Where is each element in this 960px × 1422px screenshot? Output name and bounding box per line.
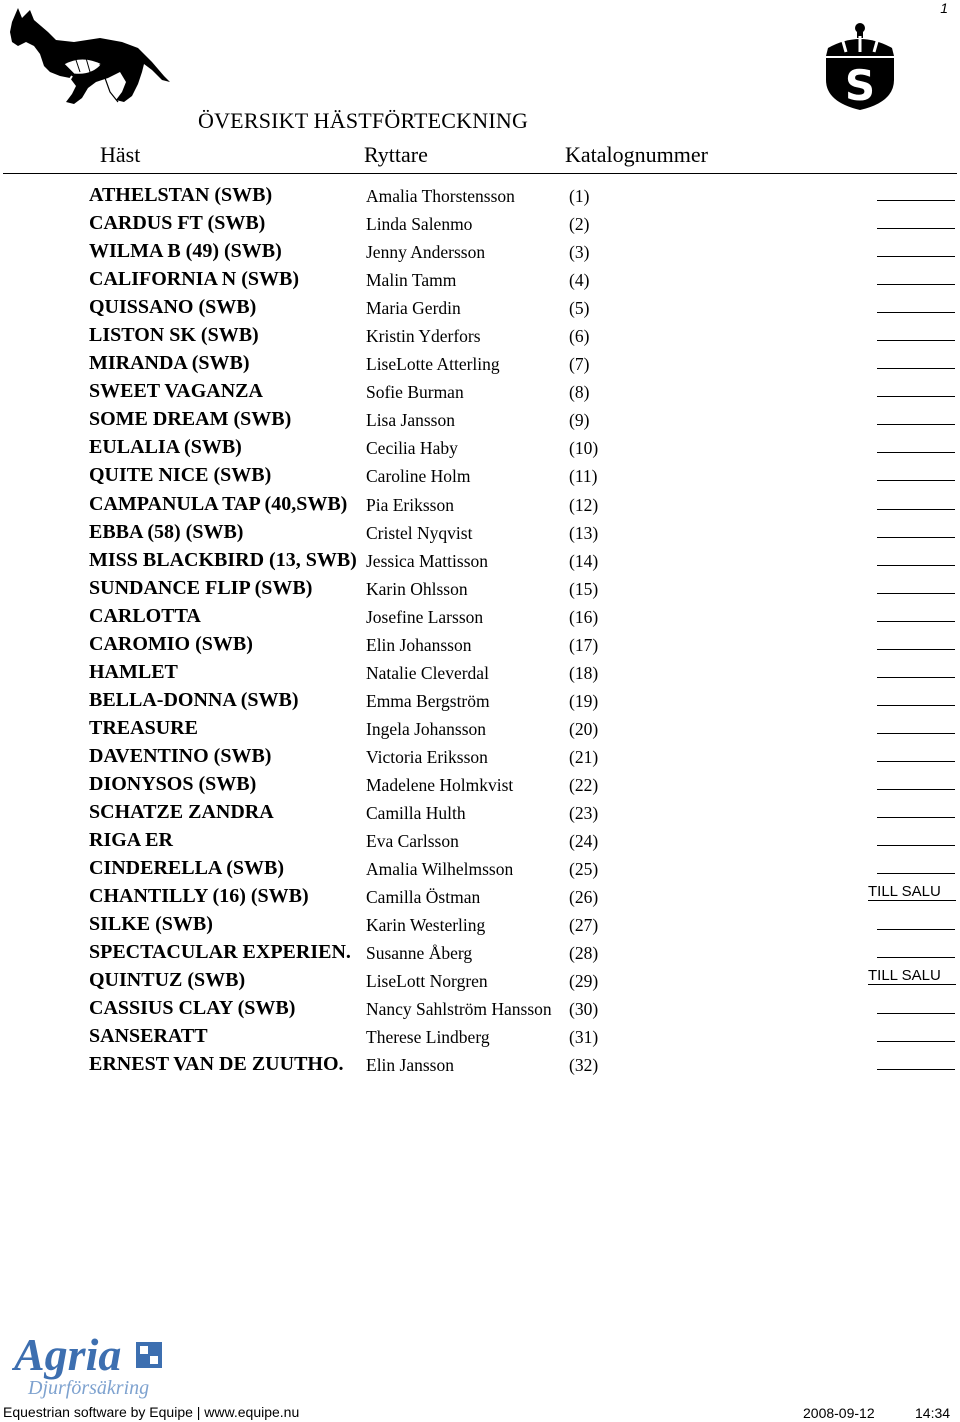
table-row: [0, 997, 960, 1025]
blank-line: [877, 1069, 955, 1070]
blank-line: [877, 340, 955, 341]
rider-name: Pia Eriksson: [366, 494, 454, 515]
catalog-number: (30): [569, 999, 599, 1020]
catalog-number: (13): [569, 522, 599, 543]
blank-line: [877, 789, 955, 790]
column-header-rider: Ryttare: [364, 142, 428, 167]
table-row: [0, 717, 960, 745]
rider-name: Maria Gerdin: [366, 298, 461, 319]
table-row: [0, 1053, 960, 1081]
catalog-number: (12): [569, 494, 599, 515]
catalog-number: (5): [569, 298, 590, 319]
rider-name: Elin Johansson: [366, 634, 472, 655]
horse-name: QUISSANO (SWB): [89, 296, 257, 319]
header-divider: [3, 173, 957, 174]
blank-line: [877, 649, 955, 650]
horse-name: SPECTACULAR EXPERIEN.: [89, 941, 351, 964]
blank-line: [877, 677, 955, 678]
table-row: [0, 745, 960, 773]
table-row: [0, 380, 960, 408]
catalog-number: (4): [569, 270, 590, 291]
rider-name: Cristel Nyqvist: [366, 522, 473, 543]
rider-name: Camilla Hulth: [366, 803, 466, 824]
blank-line: [877, 284, 955, 285]
column-header-horse: Häst: [100, 142, 141, 167]
table-row: [0, 1025, 960, 1053]
rider-name: Nancy Sahlström Hansson: [366, 999, 552, 1020]
blank-line: [877, 396, 955, 397]
column-header-catalog: Katalognummer: [565, 142, 708, 167]
blank-line: [877, 705, 955, 706]
horse-name: CALIFORNIA N (SWB): [89, 268, 300, 291]
horse-name: CAMPANULA TAP (40,SWB): [89, 492, 348, 515]
blank-line: [877, 200, 955, 201]
rider-name: LiseLotte Atterling: [366, 354, 500, 375]
catalog-number: (31): [569, 1027, 599, 1048]
footer-time: 14:34: [915, 1405, 951, 1421]
catalog-number: (14): [569, 550, 599, 571]
table-row: [0, 801, 960, 829]
rider-name: Caroline Holm: [366, 466, 471, 487]
blank-line: [877, 312, 955, 313]
rider-name: Ingela Johansson: [366, 718, 487, 739]
rider-name: Karin Ohlsson: [366, 578, 468, 599]
catalog-number: (3): [569, 242, 590, 263]
table-row: [0, 829, 960, 857]
page-number: 1: [940, 0, 948, 16]
horse-name: EULALIA (SWB): [89, 436, 242, 459]
catalog-number: (21): [569, 746, 599, 767]
blank-line: [877, 817, 955, 818]
sale-note: TILL SALU: [868, 968, 956, 985]
rider-name: Jessica Mattisson: [366, 550, 489, 571]
horse-name: CASSIUS CLAY (SWB): [89, 997, 296, 1020]
svg-text:Djurförsäkring: Djurförsäkring: [28, 1377, 150, 1399]
rider-name: Amalia Thorstensson: [366, 186, 515, 206]
blank-line: [877, 509, 955, 510]
rider-name: Lisa Jansson: [366, 410, 455, 431]
horse-name: ERNEST VAN DE ZUUTHO.: [89, 1053, 344, 1076]
horse-name: QUITE NICE (SWB): [89, 464, 272, 487]
blank-line: [877, 1041, 955, 1042]
horse-name: SWEET VAGANZA: [89, 380, 263, 403]
blank-line: [877, 480, 955, 481]
blank-line: [877, 929, 955, 930]
table-row: [0, 857, 960, 885]
rider-name: Linda Salenmo: [366, 214, 473, 235]
crown-s-logo-icon: [822, 22, 898, 110]
table-row: [0, 913, 960, 941]
catalog-number: (18): [569, 662, 599, 683]
footer-date: 2008-09-12: [803, 1405, 875, 1421]
catalog-number: (6): [569, 326, 590, 347]
horse-name: QUINTUZ (SWB): [89, 969, 246, 992]
horse-name: DAVENTINO (SWB): [89, 744, 272, 767]
rider-name: Amalia Wilhelmsson: [366, 859, 514, 880]
catalog-number: (7): [569, 354, 590, 375]
blank-line: [877, 1013, 955, 1014]
svg-text:Agria: Agria: [14, 1329, 122, 1380]
horse-name: CARDUS FT (SWB): [89, 212, 266, 235]
horse-name: SCHATZE ZANDRA: [89, 801, 274, 824]
horse-name: DIONYSOS (SWB): [89, 772, 257, 795]
rider-name: Josefine Larsson: [366, 606, 484, 627]
catalog-number: (1): [569, 186, 590, 206]
horse-name: CHANTILLY (16) (SWB): [89, 885, 309, 908]
rider-name: Victoria Eriksson: [366, 746, 488, 767]
blank-line: [877, 256, 955, 257]
catalog-number: (11): [569, 466, 598, 487]
sale-note: TILL SALU: [868, 884, 956, 901]
table-row: [0, 493, 960, 521]
rider-name: Camilla Östman: [366, 887, 481, 908]
catalog-number: (17): [569, 634, 599, 655]
rider-name: Natalie Cleverdal: [366, 662, 489, 683]
horse-name: EBBA (58) (SWB): [89, 520, 244, 543]
rider-name: Therese Lindberg: [366, 1027, 490, 1048]
rider-name: Emma Bergström: [366, 690, 490, 711]
blank-line: [877, 873, 955, 874]
footer-software-credit: Equestrian software by Equipe | www.equipe.nu: [3, 1404, 300, 1420]
blank-line: [877, 228, 955, 229]
table-row: [0, 240, 960, 268]
horse-name: BELLA-DONNA (SWB): [89, 688, 299, 711]
table-row: [0, 352, 960, 380]
rider-name: Kristin Yderfors: [366, 326, 481, 347]
blank-line: [877, 621, 955, 622]
table-row: [0, 436, 960, 464]
catalog-number: (25): [569, 859, 599, 880]
table-row: [0, 184, 960, 212]
table-row: [0, 549, 960, 577]
catalog-number: (32): [569, 1055, 599, 1076]
table-row: [0, 773, 960, 801]
table-row: [0, 408, 960, 436]
catalog-number: (27): [569, 915, 599, 936]
rider-name: Madelene Holmkvist: [366, 774, 514, 795]
svg-text:S: S: [844, 61, 876, 110]
rider-name: Eva Carlsson: [366, 831, 459, 852]
blank-line: [877, 537, 955, 538]
blank-line: [877, 593, 955, 594]
horse-name: SUNDANCE FLIP (SWB): [89, 576, 313, 599]
catalog-number: (15): [569, 578, 599, 599]
catalog-number: (23): [569, 803, 599, 824]
catalog-number: (8): [569, 382, 590, 403]
table-row: [0, 605, 960, 633]
blank-line: [877, 845, 955, 846]
table-row: [0, 324, 960, 352]
catalog-number: (26): [569, 887, 599, 908]
catalog-number: (24): [569, 831, 599, 852]
catalog-number: (10): [569, 438, 599, 459]
blank-line: [877, 565, 955, 566]
horse-name: LISTON SK (SWB): [89, 324, 259, 347]
blank-line: [877, 452, 955, 453]
horse-name: SILKE (SWB): [89, 913, 213, 936]
blank-line: [877, 368, 955, 369]
catalog-number: (19): [569, 690, 599, 711]
rider-name: Jenny Andersson: [366, 242, 486, 263]
table-row: [0, 885, 960, 913]
horse-name: ATHELSTAN (SWB): [89, 184, 273, 206]
table-row: [0, 689, 960, 717]
horse-name: HAMLET: [89, 660, 178, 683]
horse-name: RIGA ER: [89, 829, 173, 852]
rider-name: LiseLott Norgren: [366, 971, 488, 992]
horse-logo-icon: [4, 2, 172, 108]
horse-name: WILMA B (49) (SWB): [89, 240, 282, 263]
page-title: ÖVERSIKT HÄSTFÖRTECKNING: [198, 108, 529, 133]
rider-name: Susanne Åberg: [366, 943, 473, 964]
rider-name: Malin Tamm: [366, 270, 457, 291]
table-row: [0, 212, 960, 240]
horse-name: CAROMIO (SWB): [89, 632, 253, 655]
catalog-number: (20): [569, 718, 599, 739]
horse-name: MIRANDA (SWB): [89, 352, 250, 375]
table-row: [0, 661, 960, 689]
horse-name: TREASURE: [89, 716, 198, 739]
horse-name: CARLOTTA: [89, 604, 201, 627]
catalog-number: (9): [569, 410, 590, 431]
catalog-number: (2): [569, 214, 590, 235]
catalog-number: (16): [569, 606, 599, 627]
table-row: [0, 633, 960, 661]
horse-name: SOME DREAM (SWB): [89, 408, 292, 431]
blank-line: [877, 761, 955, 762]
table-row: [0, 941, 960, 969]
rider-name: Elin Jansson: [366, 1055, 454, 1076]
table-row: [0, 464, 960, 492]
table-row: [0, 296, 960, 324]
catalog-number: (22): [569, 774, 599, 795]
blank-line: [877, 957, 955, 958]
table-row: [0, 268, 960, 296]
entry-list: [0, 184, 960, 1082]
horse-name: CINDERELLA (SWB): [89, 857, 285, 880]
rider-name: Karin Westerling: [366, 915, 486, 936]
catalog-number: (28): [569, 943, 599, 964]
horse-name: MISS BLACKBIRD (13, SWB): [89, 548, 357, 571]
table-row: [0, 969, 960, 997]
rider-name: Sofie Burman: [366, 382, 464, 403]
table-row: [0, 521, 960, 549]
catalog-number: (29): [569, 971, 599, 992]
table-row: [0, 577, 960, 605]
horse-name: SANSERATT: [89, 1025, 208, 1048]
blank-line: [877, 424, 955, 425]
rider-name: Cecilia Haby: [366, 438, 458, 459]
agria-logo-icon: [12, 1326, 172, 1400]
blank-line: [877, 733, 955, 734]
